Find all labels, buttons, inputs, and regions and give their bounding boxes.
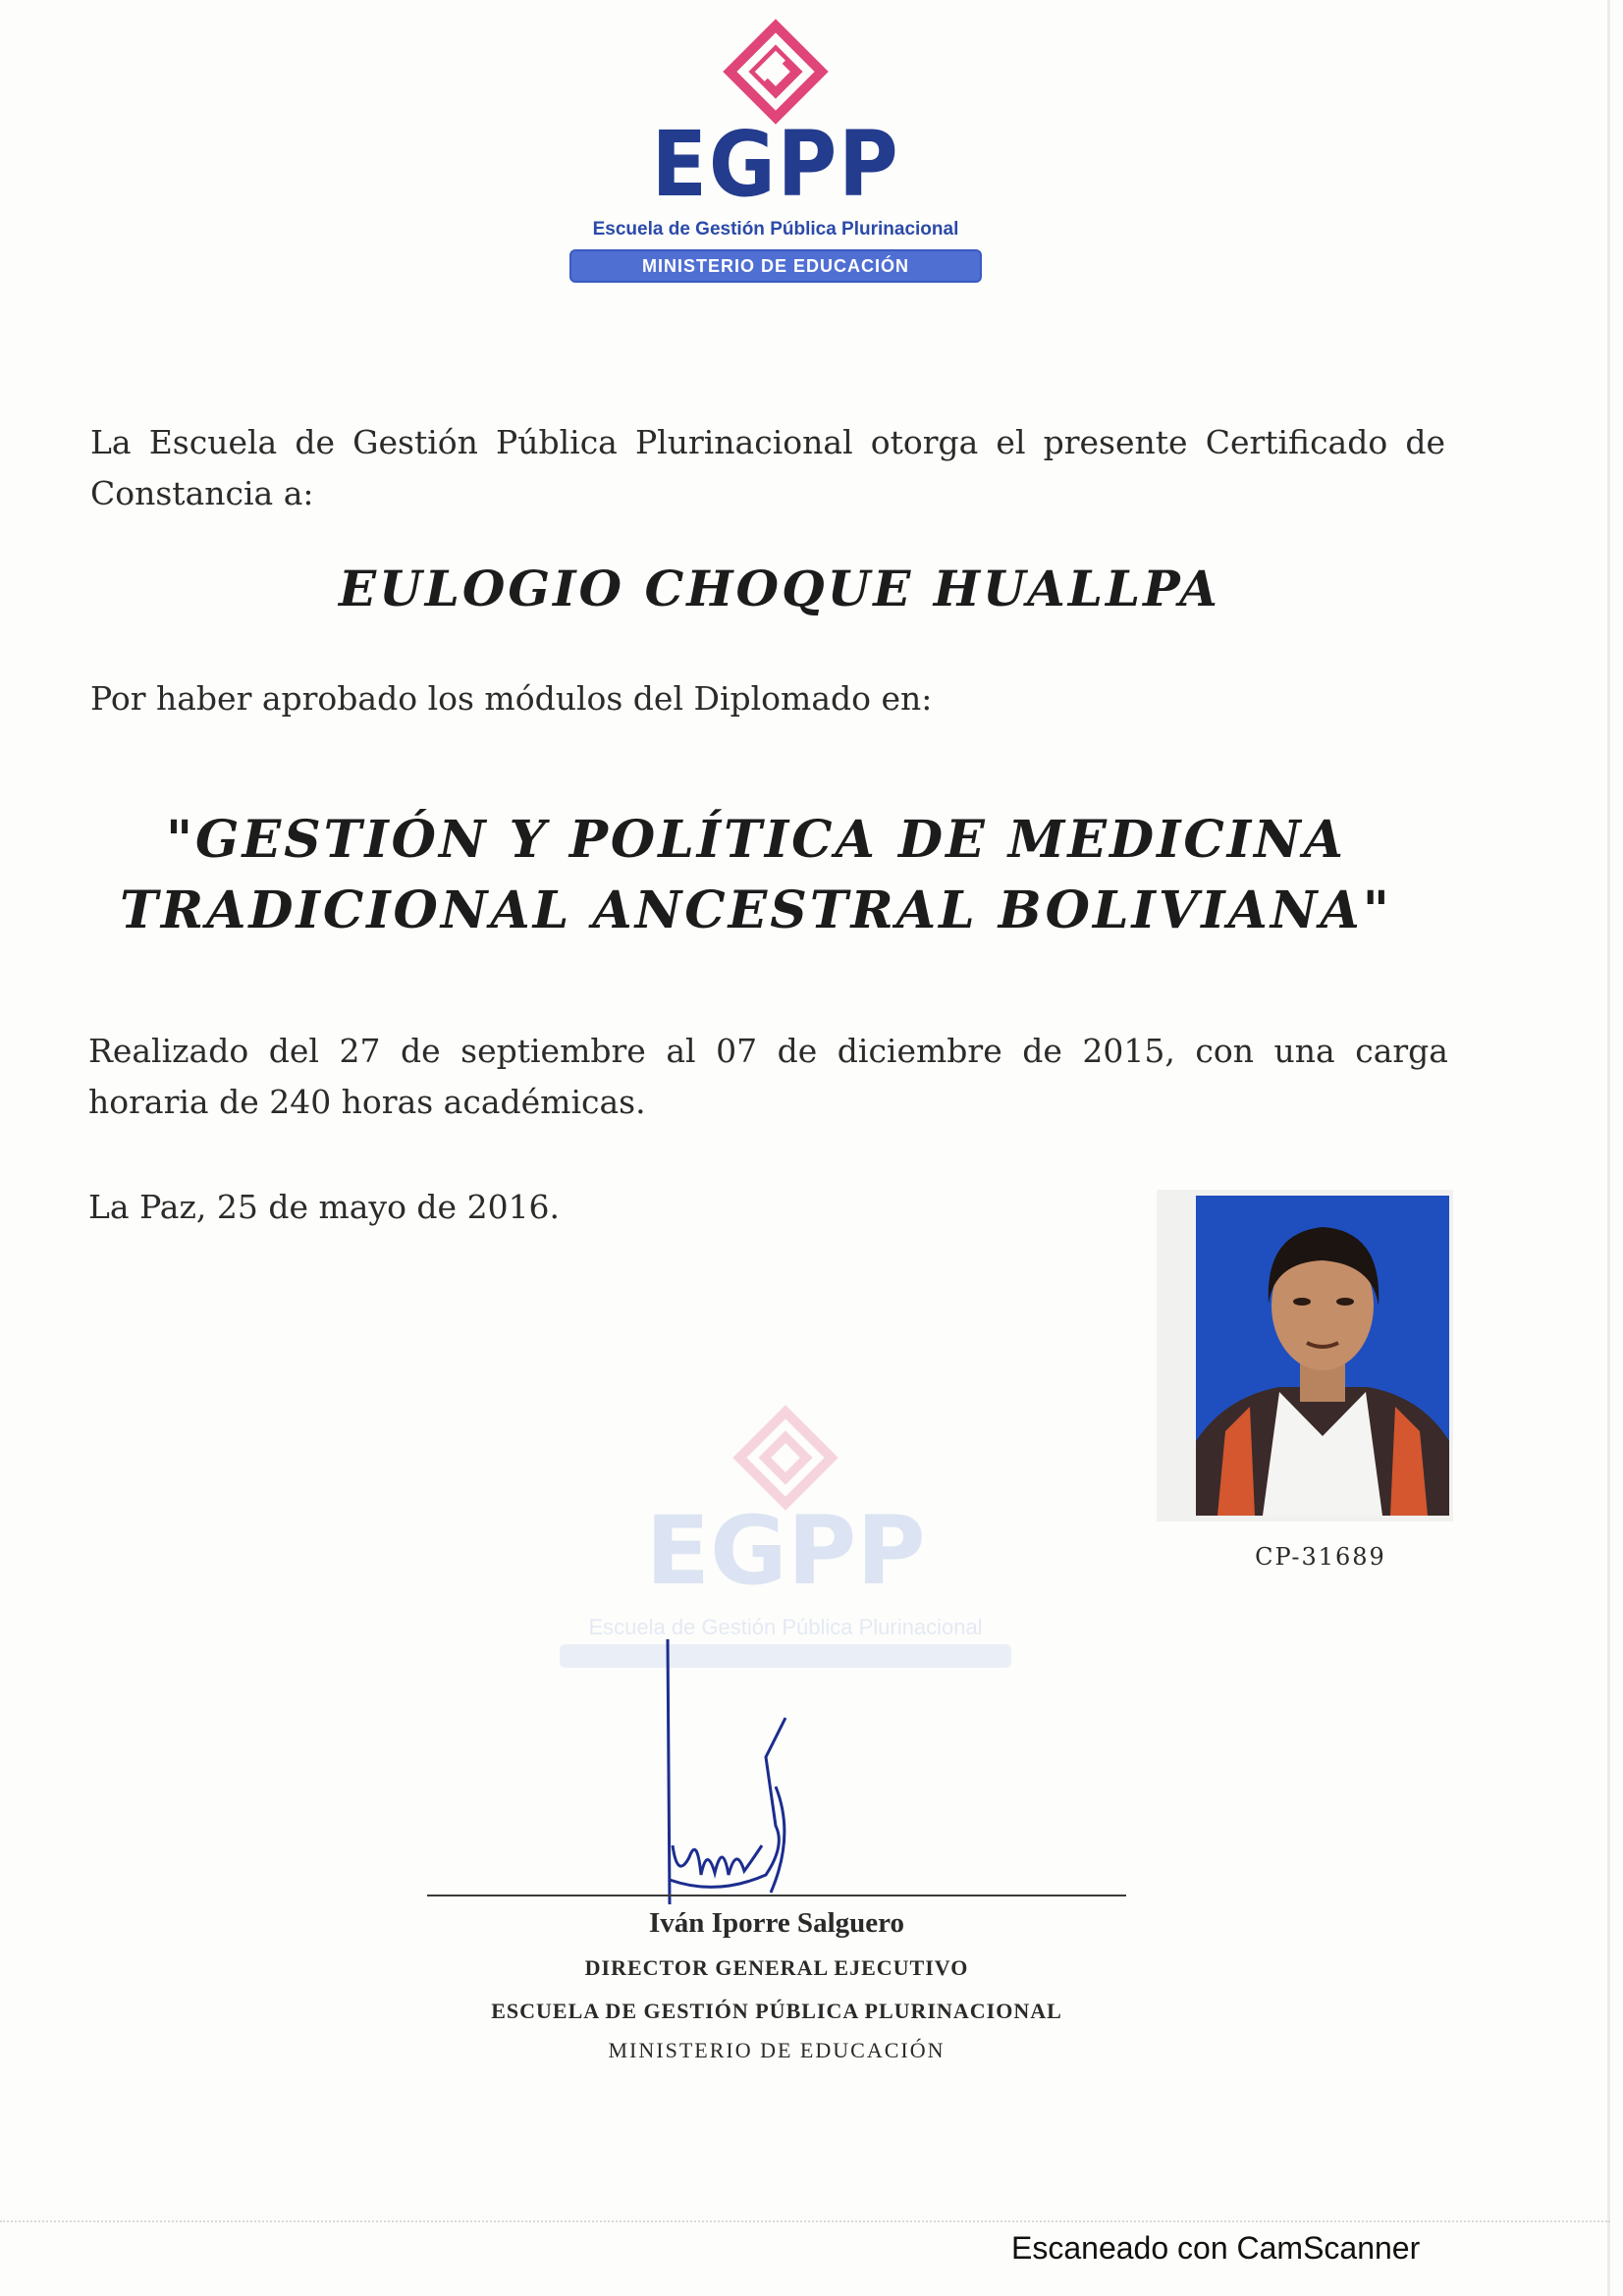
course-details: Realizado del 27 de septiembre al 07 de diciembre de 2015, con una carga horaria de 240 horas académicas. bbox=[88, 1032, 1448, 1121]
photo-id-label: CP-31689 bbox=[1255, 1543, 1386, 1571]
logo-wordmark: EGPP bbox=[651, 112, 900, 217]
egpp-logo bbox=[560, 18, 992, 276]
course-title bbox=[118, 805, 1394, 946]
egpp-emblem-icon bbox=[722, 18, 830, 126]
portrait-icon bbox=[1196, 1196, 1449, 1516]
signer-name: Iván Iporre Salguero bbox=[649, 1907, 904, 1939]
signer-role: DIRECTOR GENERAL EJECUTIVO bbox=[584, 1955, 969, 1980]
signature-line bbox=[427, 1895, 1126, 1896]
signer-school: ESCUELA DE GESTIÓN PÚBLICA PLURINACIONAL bbox=[491, 1999, 1062, 2023]
scanner-watermark-text: Escaneado con CamScanner bbox=[1011, 2230, 1421, 2266]
recipient-name: EULOGIO CHOQUE HUALLPA bbox=[339, 560, 1220, 617]
watermark-wordmark: EGPP bbox=[645, 1496, 926, 1606]
page-bottom-edge bbox=[0, 2220, 1610, 2222]
handwritten-signature bbox=[628, 1639, 864, 1914]
logo-ministry-band: MINISTERIO DE EDUCACIÓN bbox=[569, 249, 982, 283]
watermark-subtitle: Escuela de Gestión Pública Plurinacional bbox=[588, 1615, 983, 1639]
course-title-line-2: TRADICIONAL ANCESTRAL BOLIVIANA" bbox=[120, 881, 1392, 940]
certificate-reason: Por haber aprobado los módulos del Diplomado en: bbox=[90, 679, 933, 718]
certificate-intro: La Escuela de Gestión Pública Plurinacional otorga el presente Certificado de Constancia a: bbox=[90, 423, 1445, 512]
place-and-date: La Paz, 25 de mayo de 2016. bbox=[88, 1188, 561, 1226]
recipient-photo bbox=[1196, 1196, 1449, 1516]
course-title-line-1: "GESTIÓN Y POLÍTICA DE MEDICINA bbox=[165, 810, 1347, 870]
signer-ministry: MINISTERIO DE EDUCACIÓN bbox=[608, 2038, 946, 2062]
logo-subtitle: Escuela de Gestión Pública Plurinacional bbox=[592, 219, 959, 240]
